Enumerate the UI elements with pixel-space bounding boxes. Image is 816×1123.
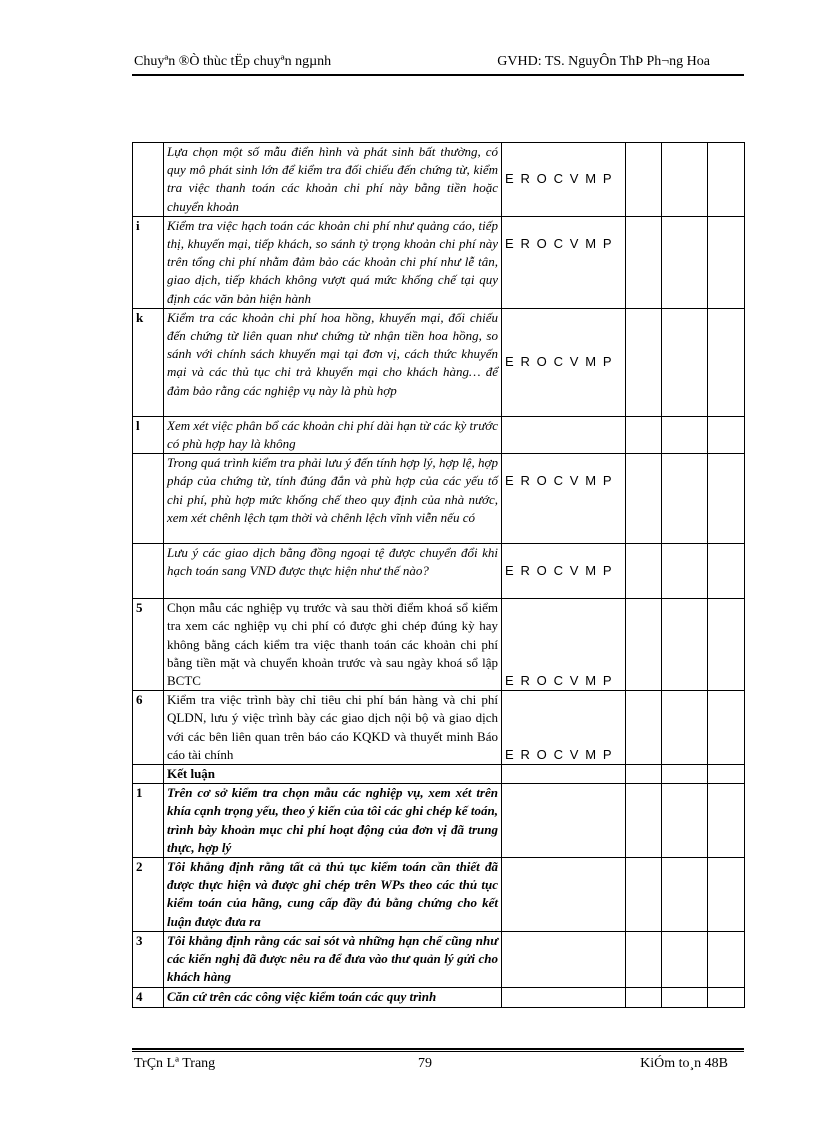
table-row — [133, 599, 745, 691]
page-footer — [132, 1054, 744, 1076]
table-row — [133, 454, 745, 544]
row-number: k — [133, 308, 164, 416]
assertion-codes — [502, 931, 626, 987]
row-description: Xem xét việc phân bổ các khoản chi phí dài hạn từ các kỳ trước có phù hợp hay là không — [164, 416, 502, 453]
assertion-codes: E R O C V M P — [502, 599, 626, 691]
footer-author: TrÇn Lª Trang — [134, 1056, 216, 1071]
table-row — [133, 691, 745, 765]
header-supervisor: GVHD: TS. NguyÔn ThÞ Ph¬ng Hoa — [497, 54, 710, 69]
table-row — [133, 308, 745, 416]
row-number — [133, 765, 164, 784]
table-row — [133, 931, 745, 987]
page-number: 79 — [418, 1056, 432, 1071]
table-row — [133, 544, 745, 599]
footer-rule — [132, 1048, 744, 1050]
row-description: Lưu ý các giao dịch bằng đồng ngoại tệ được chuyển đổi khi hạch toán sang VND được thực hiện như thế nào? — [164, 544, 502, 599]
assertion-codes: E R O C V M P — [502, 544, 626, 599]
assertion-codes — [502, 987, 626, 1007]
assertion-codes — [502, 416, 626, 453]
assertion-codes — [502, 858, 626, 932]
row-description: Kiểm tra việc trình bày chỉ tiêu chi phí bán hàng và chi phí QLDN, lưu ý việc trình bày các giao dịch nội bộ và giao dịch với các bên liên quan trên báo cáo KQKD và thuyết minh Báo cáo tài chính — [164, 691, 502, 765]
row-number: 2 — [133, 858, 164, 932]
row-number — [133, 454, 164, 544]
row-number: 4 — [133, 987, 164, 1007]
table-row — [133, 143, 745, 217]
row-number: 6 — [133, 691, 164, 765]
row-description: Kiểm tra việc hạch toán các khoản chi phí như quảng cáo, tiếp thị, khuyến mại, tiếp khách, so sánh tỷ trọng khoản chi phí này trên tổng chi phí nhằm đảm bảo các khoản chi phí như lễ tân, giao dịch, tiếp khách không vượt quá mức khống chế tại quy định các văn bản hiện hành — [164, 216, 502, 308]
row-number: 3 — [133, 931, 164, 987]
assertion-codes: E R O C V M P — [502, 691, 626, 765]
row-description: Kiểm tra các khoản chi phí hoa hồng, khuyến mại, đối chiếu đến chứng từ liên quan như chứng từ nhận tiền hoa hồng, so sánh với chính sách khuyến mại tại đơn vị, cách thức khuyến mại và các thủ tục chi trả khuyến mại cho khách hàng… để đảm bảo rằng các nghiệp vụ này là phù hợp — [164, 308, 502, 416]
assertion-codes — [502, 784, 626, 858]
assertion-codes: E R O C V M P — [502, 308, 626, 416]
table-row — [133, 765, 745, 784]
row-number: 1 — [133, 784, 164, 858]
conclusion-heading: Kết luận — [164, 765, 502, 784]
row-number — [133, 544, 164, 599]
row-description: Căn cứ trên các công việc kiểm toán các quy trình — [164, 987, 502, 1007]
assertion-codes — [502, 765, 626, 784]
footer-class: KiÓm to¸n 48B — [640, 1056, 728, 1071]
row-description: Chọn mẫu các nghiệp vụ trước và sau thời điểm khoá sổ kiểm tra xem các nghiệp vụ chi phí có được ghi chép đúng kỳ hay không bằng cách kiểm tra việc thanh toán các khoản chi phí bằng tiền mặt và chuyển khoản trước và sau ngày khoá sổ lập BCTC — [164, 599, 502, 691]
audit-procedure-table — [132, 142, 745, 1008]
table-row — [133, 216, 745, 308]
row-number — [133, 143, 164, 217]
row-description: Lựa chọn một số mẫu điển hình và phát sinh bất thường, có quy mô phát sinh lớn để kiểm tra đối chiếu đến chứng từ, kiểm tra việc thanh toán các khoản chi phí này bằng tiền hoặc chuyển khoản — [164, 143, 502, 217]
footer-rule-thin — [132, 1051, 744, 1052]
row-description: Trong quá trình kiểm tra phải lưu ý đến tính hợp lý, hợp lệ, hợp pháp của chứng từ, tính đúng đắn và phù hợp của các yếu tố chi phí, phù hợp mức khống chế theo quy định của nhà nước, xem xét chênh lệch tạm thời và chênh lệch vĩnh viễn nếu có — [164, 454, 502, 544]
table-row — [133, 858, 745, 932]
assertion-codes: E R O C V M P — [502, 143, 626, 217]
row-number: 5 — [133, 599, 164, 691]
table-row — [133, 784, 745, 858]
row-description: Trên cơ sở kiểm tra chọn mẫu các nghiệp vụ, xem xét trên khía cạnh trọng yếu, theo ý kiến của tôi các ghi chép kế toán, trình bày khoản mục chi phí hoạt động của đơn vị đã trung thực, hợp lý — [164, 784, 502, 858]
row-description: Tôi khẳng định rằng tất cả thủ tục kiểm toán cần thiết đã được thực hiện và được ghi chép trên WPs theo các thủ tục kiểm toán của hãng, cung cấp đầy đủ bằng chứng cho kết luận được đưa ra — [164, 858, 502, 932]
table-row — [133, 416, 745, 453]
header-title: Chuyªn ®Ò thùc tËp chuyªn ngµnh — [134, 54, 332, 69]
row-description: Tôi khẳng định rằng các sai sót và những hạn chế cũng như các kiến nghị đã được nêu ra để đưa vào thư quản lý gửi cho khách hàng — [164, 931, 502, 987]
assertion-codes: E R O C V M P — [502, 216, 626, 308]
assertion-codes: E R O C V M P — [502, 454, 626, 544]
row-number: i — [133, 216, 164, 308]
header-rule — [132, 74, 744, 76]
row-number: l — [133, 416, 164, 453]
table-row — [133, 987, 745, 1007]
page-header — [132, 52, 744, 74]
